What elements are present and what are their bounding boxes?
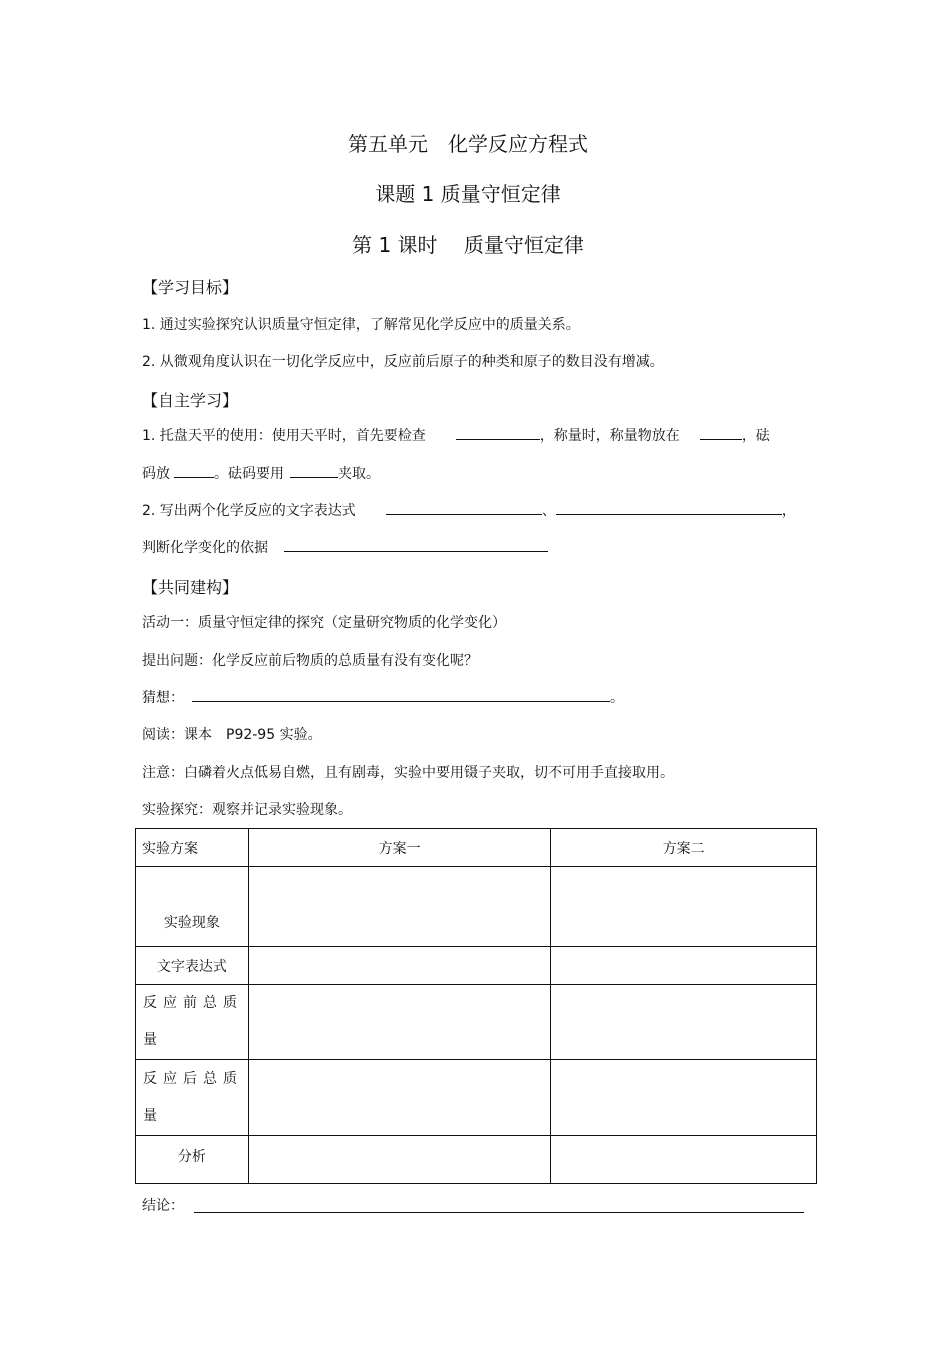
unit-title: 第五单元 化学反应方程式	[348, 132, 588, 156]
blank-check[interactable]	[456, 425, 540, 440]
cell-analysis-plan-2[interactable]	[551, 1136, 817, 1184]
conclusion-label: 结论：	[142, 1198, 184, 1214]
guess-end: 。	[610, 690, 624, 706]
mass-before-label-b: 量	[143, 1032, 157, 1048]
q1-text-d: 码放	[142, 466, 170, 482]
q1-text-b: ，称量时，称量物放在	[539, 428, 680, 444]
blank-reaction-1[interactable]	[386, 500, 542, 515]
mass-after-label-a: 反应后总质	[143, 1070, 243, 1087]
cell-mass-before-plan-2[interactable]	[551, 985, 817, 1060]
lesson-title: 第 1 课时 质量守恒定律	[352, 233, 584, 257]
header-cell-plan-2: 方案二	[551, 829, 817, 867]
self-study-q2-line2	[142, 537, 548, 557]
guess-label: 猜想：	[142, 690, 184, 706]
q1-text-c: ，砝	[741, 428, 770, 444]
self-study-q2-line1	[142, 500, 796, 520]
read-text: 阅读：课本 P92-95 实验。	[142, 727, 322, 743]
blank-weight-tool[interactable]	[290, 463, 338, 478]
row-label-expression: 文字表达式	[136, 947, 249, 985]
q2-text-a: 2. 写出两个化学反应的文字表达式	[142, 503, 356, 519]
row-label-analysis: 分析	[136, 1136, 249, 1184]
cell-phenomenon-plan-2[interactable]	[551, 867, 817, 947]
table-row	[136, 985, 817, 1060]
cell-expression-plan-2[interactable]	[551, 947, 817, 985]
question-text: 提出问题：化学反应前后物质的总质量有没有变化呢？	[142, 653, 478, 669]
blank-weight-pan[interactable]	[174, 463, 214, 478]
mass-after-label-b: 量	[143, 1107, 157, 1124]
cell-mass-after-plan-1[interactable]	[248, 1060, 551, 1136]
row-label-mass-after	[136, 1060, 249, 1136]
row-label-mass-before	[136, 985, 249, 1060]
table-row	[136, 947, 817, 985]
table-row	[136, 1136, 817, 1184]
blank-conclusion[interactable]	[194, 1212, 804, 1213]
cell-mass-before-plan-1[interactable]	[248, 985, 551, 1060]
cell-expression-plan-1[interactable]	[248, 947, 551, 985]
objective-item-2: 2. 从微观角度认识在一切化学反应中，反应前后原子的种类和原子的数目没有增减。	[142, 354, 664, 370]
blank-guess[interactable]	[192, 687, 610, 702]
q1-text-f: 夹取。	[338, 466, 380, 482]
q2-text-b: 判断化学变化的依据	[142, 540, 268, 556]
blank-object-pan[interactable]	[700, 425, 742, 440]
table-row	[136, 867, 817, 947]
q2-sep: 、	[541, 503, 556, 519]
table-header-row	[136, 829, 817, 867]
self-study-q1-line1	[142, 425, 770, 445]
self-study-heading: 【自主学习】	[142, 391, 239, 410]
cell-analysis-plan-1[interactable]	[248, 1136, 551, 1184]
note-text: 注意：白磷着火点低易自燃，且有剧毒，实验中要用镊子夹取，切不可用手直接取用。	[142, 765, 674, 781]
cell-phenomenon-plan-1[interactable]	[248, 867, 551, 947]
cell-mass-after-plan-2[interactable]	[551, 1060, 817, 1136]
q2-end: ，	[781, 503, 796, 519]
q1-text-a: 1. 托盘天平的使用：使用天平时，首先要检查	[142, 428, 426, 444]
header-cell-plan-1: 方案一	[248, 829, 551, 867]
table-row	[136, 1060, 817, 1136]
guess-line	[142, 687, 624, 707]
q1-text-e: 。砝码要用	[214, 466, 284, 482]
objective-item-1: 1. 通过实验探究认识质量守恒定律，了解常见化学反应中的质量关系。	[142, 317, 580, 333]
objectives-heading: 【学习目标】	[142, 278, 239, 297]
experiment-table	[135, 828, 817, 1184]
blank-reaction-2[interactable]	[556, 500, 782, 515]
blank-basis[interactable]	[284, 537, 548, 552]
header-cell-plan: 实验方案	[136, 829, 249, 867]
topic-title: 课题 1 质量守恒定律	[375, 182, 561, 206]
row-label-phenomenon: 实验现象	[136, 867, 249, 947]
self-study-q1-line2	[142, 463, 380, 483]
activity-text: 活动一：质量守恒定律的探究（定量研究物质的化学变化）	[142, 615, 506, 631]
co-construct-heading: 【共同建构】	[142, 578, 239, 597]
explore-text: 实验探究：观察并记录实验现象。	[142, 802, 352, 818]
mass-before-label-a: 反应前总质	[143, 995, 243, 1011]
